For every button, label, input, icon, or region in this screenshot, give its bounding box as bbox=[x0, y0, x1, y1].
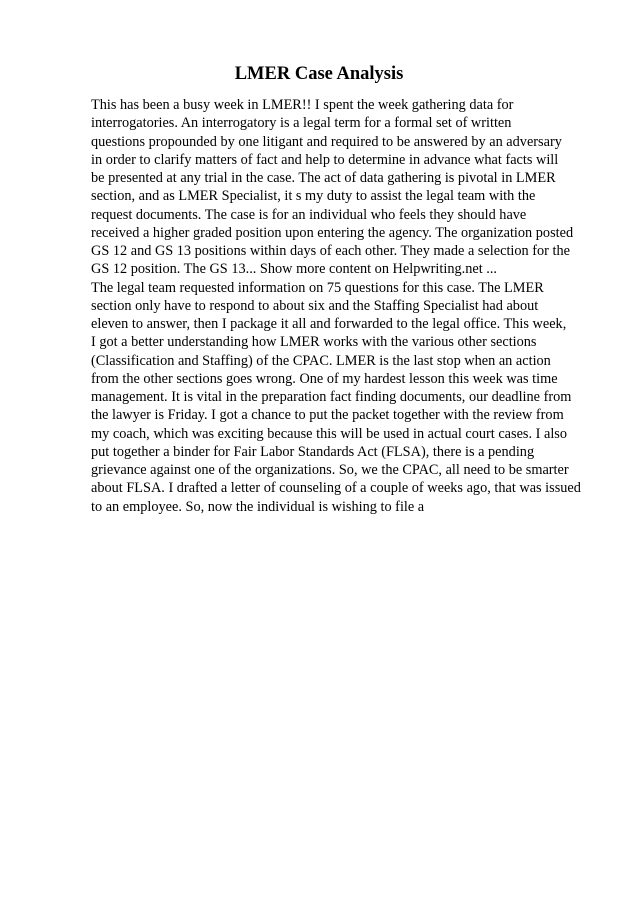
body-line: the lawyer is Friday. I got a chance to put the packet together with the review from bbox=[91, 407, 564, 424]
body-line: put together a binder for Fair Labor Standards Act (FLSA), there is a pending bbox=[91, 443, 535, 460]
body-line: questions propounded by one litigant and required to be answered by an adversary bbox=[91, 133, 562, 150]
body-line: in order to clarify matters of fact and help to determine in advance what facts will bbox=[91, 151, 559, 168]
body-line: management. It is vital in the preparation fact finding documents, our deadline from bbox=[91, 389, 572, 405]
body-line: section, and as LMER Specialist, it s my duty to assist the legal team with the bbox=[91, 188, 536, 205]
body-line: about FLSA. I drafted a letter of counseling of a couple of weeks ago, that was issued bbox=[91, 480, 581, 497]
body-line: interrogatories. An interrogatory is a legal term for a formal set of written bbox=[91, 115, 512, 132]
body-line: This has been a busy week in LMER!! I spent the week gathering data for bbox=[91, 97, 514, 113]
body-line: to an employee. So, now the individual is wishing to file a bbox=[91, 498, 425, 515]
document-body bbox=[91, 96, 611, 516]
body-line: from the other sections goes wrong. One of my hardest lesson this week was time bbox=[91, 370, 558, 387]
body-line: grievance against one of the organizations. So, we the CPAC, all need to be smarter bbox=[91, 462, 569, 478]
document-title: LMER Case Analysis bbox=[234, 64, 404, 84]
body-line: The legal team requested information on 75 questions for this case. The LMER bbox=[91, 279, 544, 296]
body-line: GS 12 and GS 13 positions within days of each other. They made a selection for the bbox=[91, 243, 570, 259]
body-line: (Classification and Staffing) of the CPAC. LMER is the last stop when an action bbox=[91, 352, 551, 369]
body-line: be presented at any trial in the case. The act of data gathering is pivotal in LMER bbox=[91, 170, 556, 186]
body-line: request documents. The case is for an individual who feels they should have bbox=[91, 206, 527, 223]
body-line: I got a better understanding how LMER works with the various other sections bbox=[91, 334, 537, 351]
body-line: GS 12 position. The GS 13... Show more content on Helpwriting.net ... bbox=[91, 261, 497, 278]
body-line: received a higher graded position upon entering the agency. The organization posted bbox=[91, 224, 574, 241]
body-line: eleven to answer, then I package it all and forwarded to the legal office. This week, bbox=[91, 316, 567, 332]
body-line: section only have to respond to about six and the Staffing Specialist had about bbox=[91, 297, 539, 314]
body-line: my coach, which was exciting because this will be used in actual court cases. I also bbox=[91, 425, 568, 442]
